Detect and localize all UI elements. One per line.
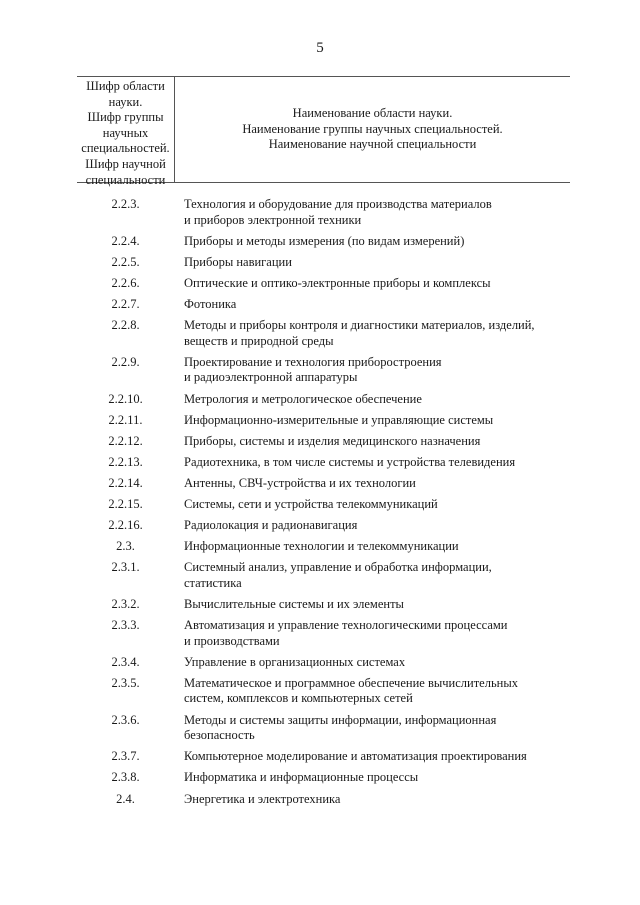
specialty-name [184, 792, 574, 808]
specialty-code: 2.2.7. [111, 297, 140, 311]
header-name-line: Наименование группы научных специальностей. [242, 121, 503, 136]
specialty-code: 2.2.10. [108, 391, 143, 406]
specialty-code: 2.2.6. [111, 275, 140, 290]
specialty-name-line: и производствами [184, 633, 280, 648]
specialty-name [184, 392, 574, 408]
header-code-line: специальности [85, 172, 166, 187]
specialty-code: 2.2.5. [111, 254, 140, 269]
header-code-line: науки. [108, 94, 143, 109]
specialty-code: 2.3.8. [111, 770, 140, 785]
specialty-name-line: Компьютерное моделирование и автоматизация проектирования [184, 749, 527, 764]
specialty-name-line: Антенны, СВЧ-устройства и их технологии [184, 475, 416, 490]
specialty-code: 2.2.15. [108, 497, 143, 511]
specialty-name-line: Информационные технологии и телекоммуникации [184, 539, 459, 554]
header-code-line: Шифр научной [85, 156, 166, 171]
specialty-code: 2.2.4. [111, 233, 140, 248]
specialty-name [184, 770, 574, 786]
specialty-name [184, 434, 574, 450]
specialty-code: 2.3.5. [111, 675, 140, 690]
specialty-name [184, 597, 574, 613]
header-code-line: Шифр группы [87, 110, 164, 125]
header-name-column [175, 77, 570, 182]
specialty-name [184, 497, 574, 513]
specialty-name [184, 676, 574, 707]
specialty-name [184, 476, 574, 492]
specialty-name [184, 560, 574, 591]
specialty-code: 2.4. [116, 791, 135, 806]
specialty-name-line: Математическое и программное обеспечение вычислительных [184, 675, 518, 690]
specialty-code: 2.3.4. [111, 654, 140, 669]
specialty-name-line: Автоматизация и управление технологическими процессами [184, 618, 508, 633]
specialty-name [184, 655, 574, 671]
specialty-code: 2.3.1. [111, 560, 140, 575]
specialty-name-line: Метрология и метрологическое обеспечение [184, 391, 422, 406]
specialty-name-line: Проектирование и технология приборостроения [184, 354, 442, 369]
specialty-name [184, 197, 574, 228]
specialty-name-line: Системный анализ, управление и обработка информации, [184, 560, 492, 575]
table-header [77, 76, 570, 187]
specialty-name-line: веществ и природной среды [184, 333, 334, 348]
specialty-name-line: Системы, сети и устройства телекоммуникаций [184, 497, 438, 511]
specialty-code: 2.2.16. [108, 518, 143, 533]
specialty-name-line: Фотоника [184, 297, 237, 311]
specialty-code: 2.3.6. [111, 712, 140, 727]
specialty-name-line: Оптические и оптико-электронные приборы и комплексы [184, 275, 491, 290]
specialty-name-line: Информатика и информационные процессы [184, 770, 419, 785]
specialty-name-line: Методы и приборы контроля и диагностики материалов, изделий, [184, 318, 535, 333]
specialty-name-line: статистика [184, 575, 242, 590]
specialty-name-line: Информационно-измерительные и управляющие системы [184, 412, 494, 427]
header-code-line: Шифр области [86, 79, 165, 93]
specialty-code: 2.2.8. [111, 318, 140, 333]
specialty-code: 2.3.2. [111, 597, 140, 611]
specialty-name [184, 455, 574, 471]
specialty-name [184, 713, 574, 744]
specialty-code: 2.2.14. [108, 475, 143, 490]
specialty-name [184, 276, 574, 292]
header-code-line: специальностей. [81, 141, 170, 156]
specialty-name-line: и приборов электронной техники [184, 212, 362, 227]
specialty-code: 2.3.7. [111, 749, 140, 764]
specialty-name-line: Управление в организационных системах [184, 654, 406, 669]
specialty-name [184, 255, 574, 271]
specialty-name-line: Приборы навигации [184, 254, 292, 269]
specialty-name-line: Вычислительные системы и их элементы [184, 597, 404, 611]
specialty-name [184, 518, 574, 534]
specialty-code: 2.2.9. [111, 354, 140, 369]
specialty-name-line: Методы и системы защиты информации, информационная [184, 712, 497, 727]
specialty-name [184, 413, 574, 429]
page-number: 5 [316, 40, 324, 56]
specialty-code: 2.2.13. [108, 454, 143, 469]
header-name-line: Наименование области науки. [292, 106, 453, 121]
header-code-line: научных [102, 125, 149, 140]
specialty-name-line: Приборы, системы и изделия медицинского назначения [184, 433, 481, 448]
specialty-name [184, 318, 574, 349]
specialty-name-line: систем, комплексов и компьютерных сетей [184, 691, 413, 706]
header-name-line: Наименование научной специальности [268, 137, 477, 152]
specialty-name [184, 618, 574, 649]
specialty-name-line: Радиолокация и радионавигация [184, 518, 358, 533]
specialty-name [184, 749, 574, 765]
specialty-code: 2.3. [116, 539, 135, 554]
specialty-name-line: Технология и оборудование для производства материалов [184, 197, 492, 211]
specialty-code: 2.3.3. [111, 618, 140, 633]
specialty-name-line: и радиоэлектронной аппаратуры [184, 370, 358, 385]
specialty-code: 2.2.12. [108, 433, 143, 448]
specialty-code: 2.2.3. [111, 197, 140, 211]
specialty-name [184, 355, 574, 386]
specialty-code: 2.2.11. [108, 412, 143, 427]
specialty-name [184, 297, 574, 313]
header-code-column [77, 79, 174, 188]
specialty-name-line: Приборы и методы измерения (по видам измерений) [184, 233, 465, 248]
specialty-name [184, 539, 574, 555]
specialty-name-line: Радиотехника, в том числе системы и устройства телевидения [184, 454, 516, 469]
specialty-name-line: безопасность [184, 728, 255, 743]
specialty-name-line: Энергетика и электротехника [184, 791, 341, 806]
specialty-name [184, 234, 574, 250]
